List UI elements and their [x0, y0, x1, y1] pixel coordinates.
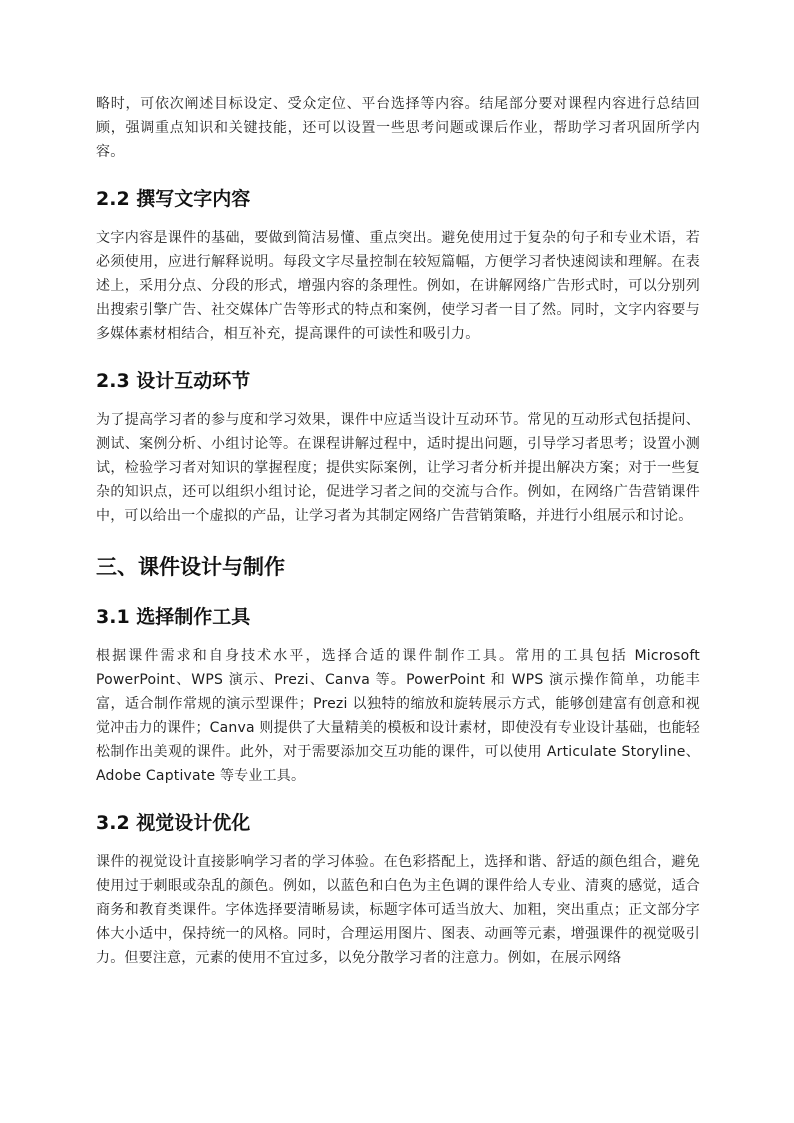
paragraph-2-2: 文字内容是课件的基础，要做到简洁易懂、重点突出。避免使用过于复杂的句子和专业术语，若必须使用，应进行解释说明。每段文字尽量控制在较短篇幅，方便学习者快速阅读和理解。在表述上，采用分点、分段的形式，增强内容的条理性。例如，在讲解网络广告形式时，可以分别列出搜索引擎广告、社交媒体广告等形式的特点和案例，使学习者一目了然。同时，文字内容要与多媒体素材相结合，相互补充，提高课件的可读性和吸引力。 — [96, 230, 700, 342]
heading-section-3: 三、课件设计与制作 — [96, 555, 285, 579]
heading-2-3: 2.3 设计互动环节 — [96, 370, 251, 392]
paragraph-2-3: 为了提高学习者的参与度和学习效果，课件中应适当设计互动环节。常见的互动形式包括提问、测试、案例分析、小组讨论等。在课程讲解过程中，适时提出问题，引导学习者思考；设置小测试，检验学习者对知识的掌握程度；提供实际案例，让学习者分析并提出解决方案；对于一些复杂的知识点，还可以组织小组讨论，促进学习者之间的交流与合作。例如，在网络广告营销课件中，可以给出一个虚拟的产品，让学习者为其制定网络广告营销策略，并进行小组展示和讨论。 — [96, 412, 700, 524]
paragraph-3-1: 根据课件需求和自身技术水平，选择合适的课件制作工具。常用的工具包括 Microsoft PowerPoint、WPS 演示、Prezi、Canva 等。PowerPoint 和 WPS 演示操作简单，功能丰富，适合制作常规的演示型课件；Prezi 以独特的缩放和旋转展示方式，能够创建富有创意和视觉冲击力的课件；Canva 则提供了大量精美的模板和设计素材，即使没有专业设计基础，也能轻松制作出美观的课件。此外，对于需要添加交互功能的课件，可以使用 Articulate Storyline、Adobe Captivate 等专业工具。 — [96, 648, 700, 784]
heading-3-2: 3.2 视觉设计优化 — [96, 812, 251, 834]
document-page — [96, 92, 700, 970]
paragraph-3-2: 课件的视觉设计直接影响学习者的学习体验。在色彩搭配上，选择和谐、舒适的颜色组合，避免使用过于刺眼或杂乱的颜色。例如，以蓝色和白色为主色调的课件给人专业、清爽的感觉，适合商务和教育类课件。字体选择要清晰易读，标题字体可适当放大、加粗，突出重点；正文部分字体大小适中，保持统一的风格。同时，合理运用图片、图表、动画等元素，增强课件的视觉吸引力。但要注意，元素的使用不宜过多，以免分散学习者的注意力。例如，在展示网络 — [96, 854, 700, 966]
heading-2-2: 2.2 撰写文字内容 — [96, 188, 251, 210]
heading-3-1: 3.1 选择制作工具 — [96, 606, 251, 628]
paragraph-intro-end: 略时，可依次阐述目标设定、受众定位、平台选择等内容。结尾部分要对课程内容进行总结回顾，强调重点知识和关键技能，还可以设置一些思考问题或课后作业，帮助学习者巩固所学内容。 — [96, 96, 700, 160]
